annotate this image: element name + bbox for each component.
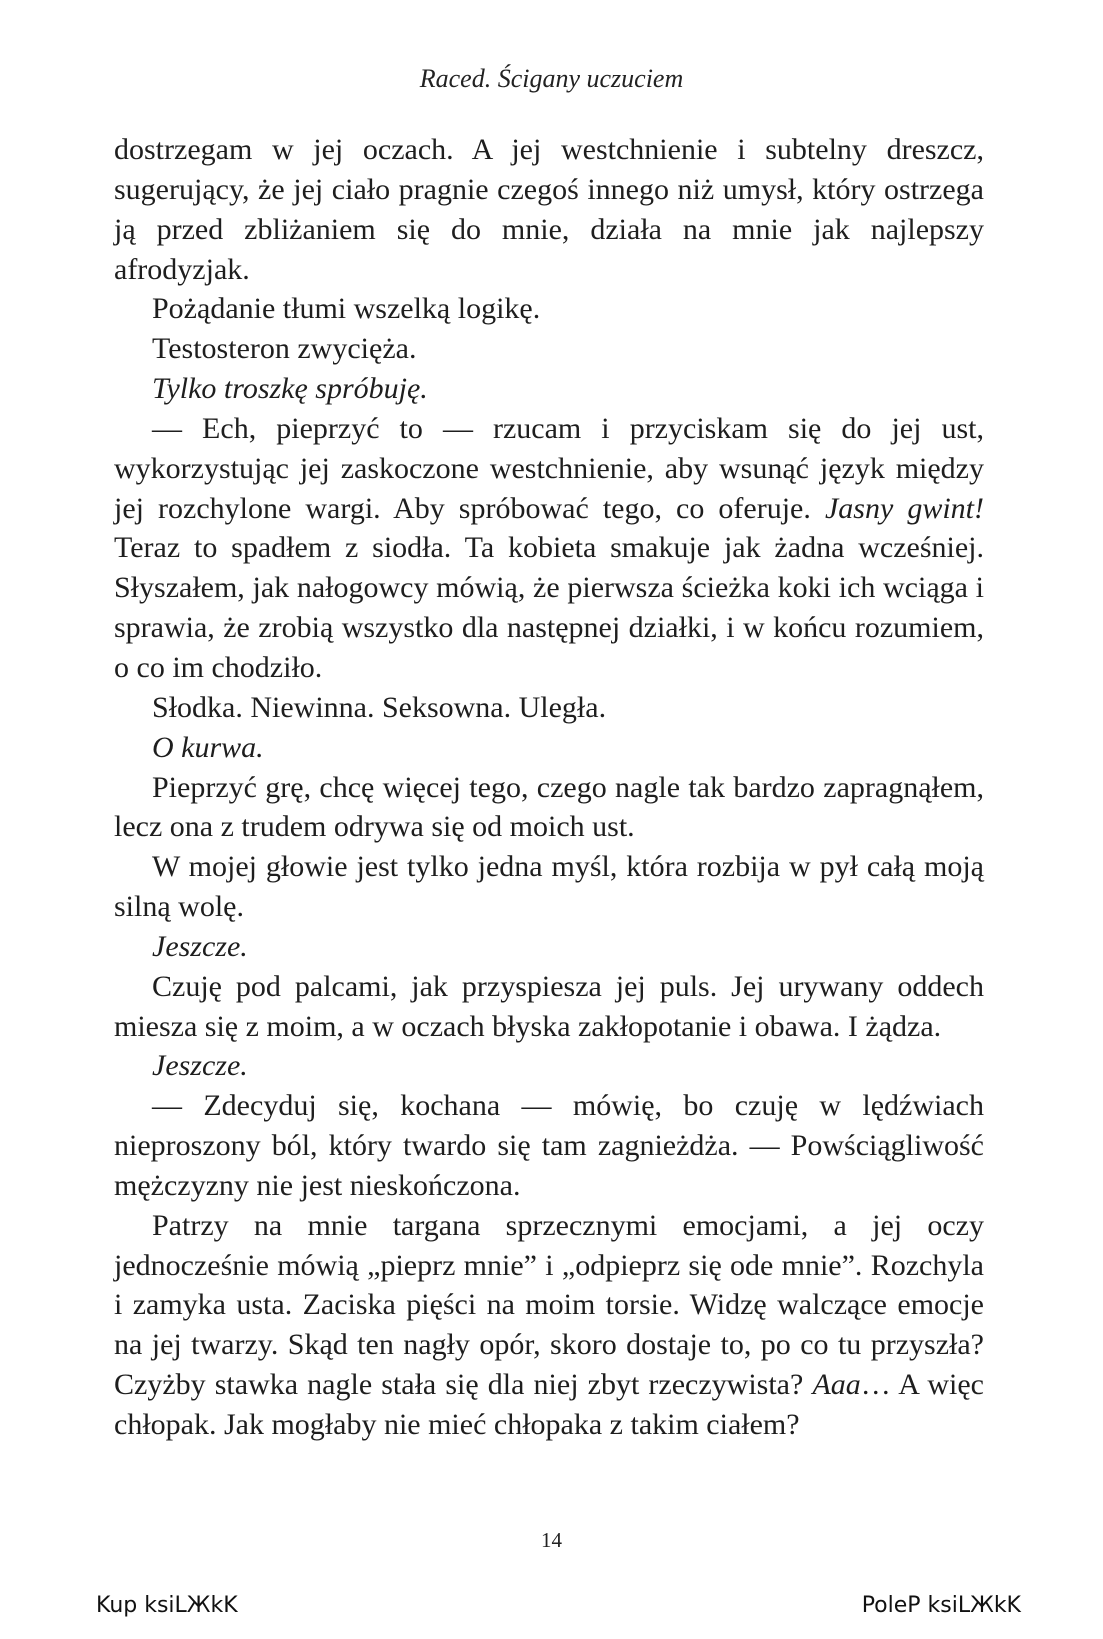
- italic-text: Tylko troszkę spróbuję.: [152, 372, 428, 406]
- text-run: … A więc chłopak. Jak mogłaby nie mieć chłopaka z takim ciałem?: [114, 1368, 984, 1441]
- text-run: Teraz to spadłem z siodła. Ta kobieta smakuje jak żadna wcześniej. Słyszałem, jak nałogowcy mówią, że pierwsza ścieżka koki ich wciąga i sprawia, że zrobią wszystko dla następnej działki, i w końcu rozumiem, o co im chodziło.: [114, 531, 984, 684]
- paragraph: [114, 967, 984, 1047]
- paragraph: [114, 369, 984, 409]
- paragraph: [114, 329, 984, 369]
- text-run: Słodka. Niewinna. Seksowna. Uległa.: [152, 690, 607, 724]
- paragraph: [114, 1086, 984, 1206]
- italic-text: Jeszcze.: [152, 929, 248, 963]
- text-run: Czuję pod palcami, jak przyspiesza jej puls. Jej urywany oddech miesza się z moim, a w oczach błyska zakłopotanie i obawa. I żądza.: [114, 969, 984, 1043]
- italic-text: Jasny gwint!: [824, 491, 984, 525]
- paragraph: [114, 1046, 984, 1086]
- text-run: — Ech, pieprzyć to — rzucam i przyciskam się do jej ust, wykorzystując jej zaskoczone westchnienie, aby wsunąć język między jej rozchylone wargi. Aby spróbować tego, co oferuje.: [114, 411, 984, 525]
- buy-book-link[interactable]: Kup ksiLЖkK: [96, 1593, 238, 1618]
- running-header: Raced. Ścigany uczuciem: [419, 64, 684, 93]
- paragraph: [114, 927, 984, 967]
- text-run: Patrzy na mnie targana sprzecznymi emocjami, a jej oczy jednocześnie mówią „pieprz mnie” i „odpieprz się ode mnie”. Rozchyla i zamyka usta. Zaciska pięści na moim torsie. Widzę walczące emocje na jej twarzy. Skąd ten nagły opór, skoro dostaje to, po co tu przyszła? Czyżby stawka nagle stała się dla niej zbyt rzeczywista?: [114, 1208, 984, 1402]
- text-run: W mojej głowie jest tylko jedna myśl, która rozbija w pył całą moją silną wolę.: [114, 850, 984, 924]
- paragraph: [114, 289, 984, 329]
- paragraph: [114, 728, 984, 768]
- recommend-book-link[interactable]: PoleP ksiLЖkK: [861, 1593, 1021, 1618]
- paragraph: [114, 409, 984, 688]
- paragraph: [114, 688, 984, 728]
- page-number: 14: [541, 1528, 562, 1552]
- text-run: Pieprzyć grę, chcę więcej tego, czego nagle tak bardzo zapragnąłem, lecz ona z trudem odrywa się od moich ust.: [114, 770, 984, 844]
- text-run: — Zdecyduj się, kochana — mówię, bo czuję w lędźwiach nieproszony ból, który twardo się tam zagnieżdża. — Powściągliwość mężczyzny nie jest nieskończona.: [114, 1089, 984, 1202]
- paragraph: [114, 768, 984, 848]
- text-run: Testosteron zwycięża.: [152, 332, 417, 366]
- text-run: Pożądanie tłumi wszelką logikę.: [152, 292, 541, 326]
- paragraph: [114, 130, 984, 289]
- italic-text: O kurwa.: [152, 730, 264, 764]
- paragraph: [114, 847, 984, 927]
- paragraph: [114, 1206, 984, 1445]
- italic-text: Jeszcze.: [152, 1049, 248, 1083]
- body-text: [114, 130, 984, 1445]
- text-run: dostrzegam w jej oczach. A jej westchnienie i subtelny dreszcz, sugerujący, że jej ciało pragnie czegoś innego niż umysł, który ostrzega ją przed zbliżaniem się do mnie, działa na mnie jak najlepszy afrodyzjak.: [114, 133, 984, 286]
- italic-text: Aaa: [812, 1368, 861, 1402]
